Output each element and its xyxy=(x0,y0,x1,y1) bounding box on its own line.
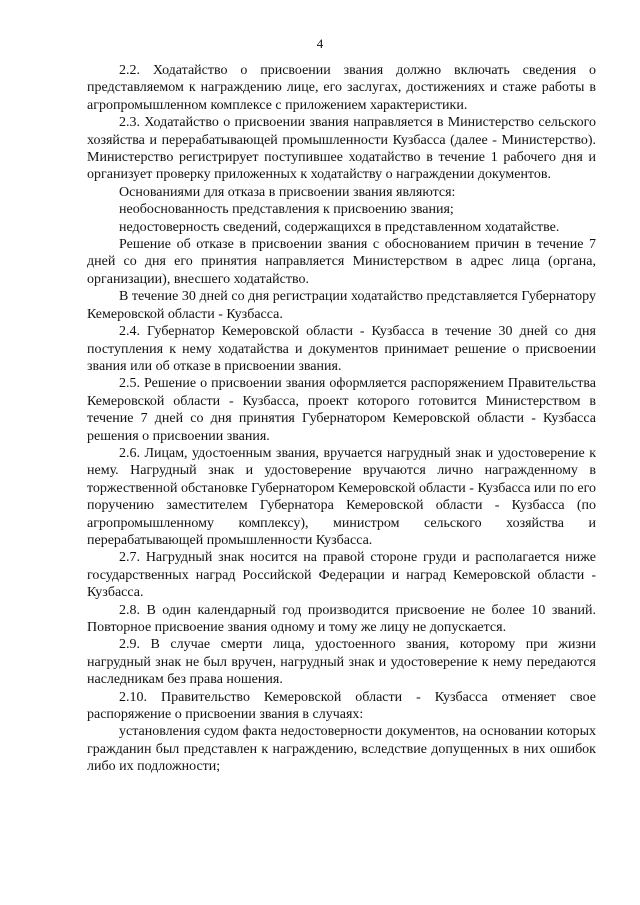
paragraph-refusal-decision: Решение об отказе в присвоении звания с обоснованием причин в течение 7 дней со дня его принятия направляется Министерством в адрес лица (органа, организации), внесшего ходатайство. xyxy=(87,237,596,287)
paragraph-2-9: 2.9. В случае смерти лица, удостоенного звания, которому при жизни нагрудный знак не был вручен, нагрудный знак и удостоверение к нему передаются наследникам без права ношения. xyxy=(87,637,596,688)
page-number: 4 xyxy=(316,36,324,51)
document-body xyxy=(87,62,596,776)
paragraph-2-8: 2.8. В один календарный год производится присвоение не более 10 званий. Повторное присвоение звания одному и тому же лицу не допускается. xyxy=(87,602,596,635)
paragraph-unfounded: необоснованность представления к присвоению звания; xyxy=(119,202,454,218)
paragraph-2-7: 2.7. Нагрудный знак носится на правой стороне груди и располагается ниже государственных наград Российской Федерации и наград Кемеровской области - Кузбасса. xyxy=(87,550,596,601)
paragraph-court-finding: установления судом факта недостоверности документов, на основании которых гражданин был представлен к награждению, вследствие допущенных в них ошибок либо их подложности; xyxy=(87,724,596,775)
paragraph-refusal-grounds: Основаниями для отказа в присвоении звания являются: xyxy=(119,184,456,200)
paragraph-inaccuracy: недостоверность сведений, содержащихся в представленном ходатайстве. xyxy=(119,219,560,235)
paragraph-2-3: 2.3. Ходатайство о присвоении звания направляется в Министерство сельского хозяйства и перерабатывающей промышленности Кузбасса (далее - Министерство). Министерство регистрирует поступившее ходатайство в течение 1 рабочего дня и организует проверку приложенных к ходатайству о награждении документов. xyxy=(87,115,596,183)
paragraph-2-5: 2.5. Решение о присвоении звания оформляется распоряжением Правительства Кемеровской области - Кузбасса, проект которого готовится Министерством в течение 7 дней со дня принятия Губернатором Кемеровской области - Кузбасса решения о присвоении звания. xyxy=(87,376,596,444)
paragraph-2-2: 2.2. Ходатайство о присвоении звания должно включать сведения о представляемом к награждению лице, его заслугах, достижениях и стаже работы в агропромышленном комплексе с приложением характеристики. xyxy=(87,63,596,113)
paragraph-2-10: 2.10. Правительство Кемеровской области - Кузбасса отменяет свое распоряжение о присвоении звания в случаях: xyxy=(87,689,596,723)
paragraph-30-days: В течение 30 дней со дня регистрации ходатайство представляется Губернатору Кемеровской области - Кузбасса. xyxy=(87,289,596,322)
paragraph-2-6: 2.6. Лицам, удостоенным звания, вручается нагрудный знак и удостоверение к нему. Нагрудный знак и удостоверение вручаются лично награжденному в торжественной обстановке Губернатором Кемеровской области - Кузбасса или по его поручению заместителем Губернатора Кемеровской области - Кузбасса (по агропромышленному комплексу), министром сельского хозяйства и перерабатывающей промышленности Кузбасса. xyxy=(87,445,596,548)
paragraph-2-4: 2.4. Губернатор Кемеровской области - Кузбасса в течение 30 дней со дня поступления к нему ходатайства и документов принимает решение о присвоении звания или об отказе в присвоении звания. xyxy=(87,324,596,374)
